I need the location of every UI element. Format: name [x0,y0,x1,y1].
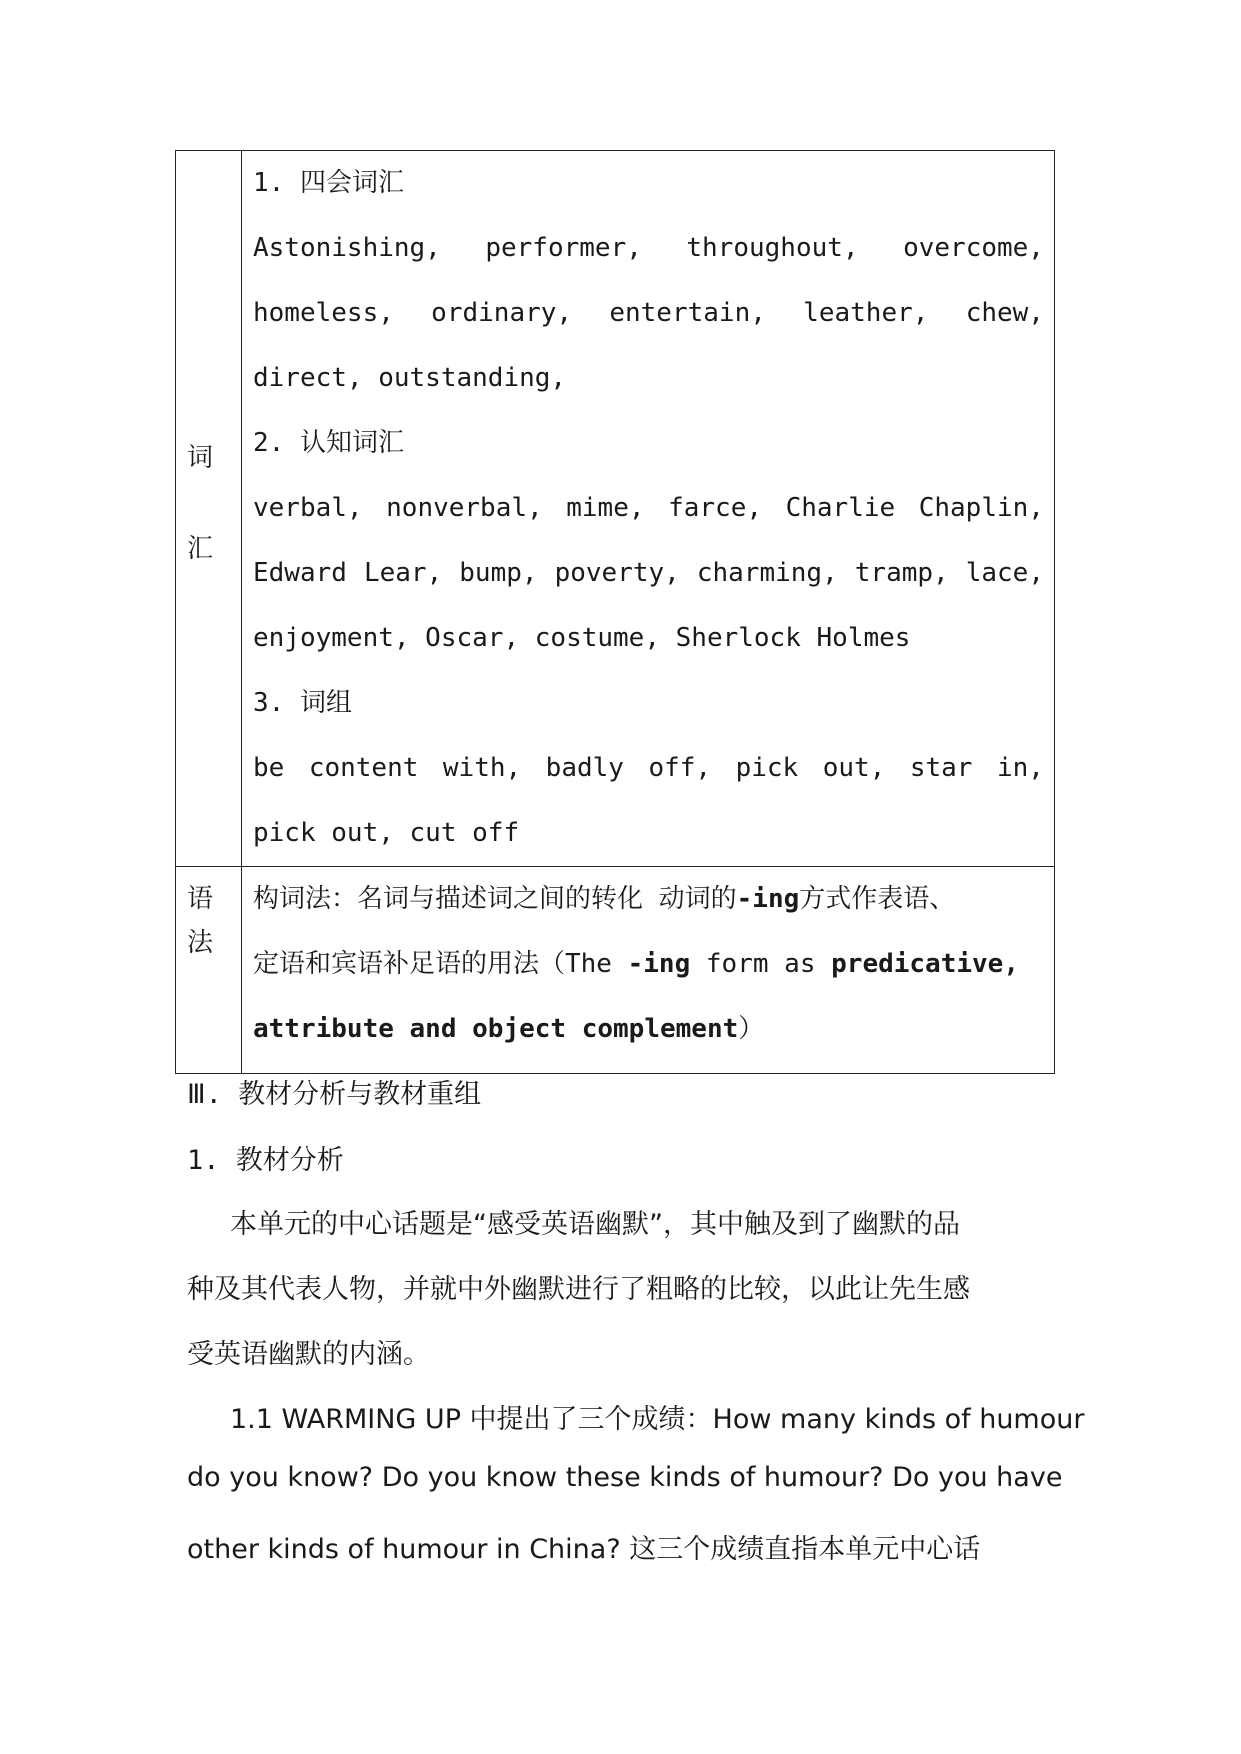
paragraph-line: other kinds of humour in China? 这三个成绩直指本单元中心话 [187,1534,981,1565]
vocab-line: pick out, cut off [253,818,520,848]
vocab-word: farce, [668,493,763,523]
vocab-heading-active: 1. 四会词汇 [253,168,404,198]
subsection-title: 1. 教材分析 [187,1145,344,1176]
vocab-word: in, [996,753,1044,783]
grammar-content-cell [242,867,1055,1074]
vocab-heading-phrases: 3. 词组 [253,688,352,718]
grammar-text: ） [738,1014,765,1044]
grammar-header-char: 法 [187,928,214,958]
grammar-text: form as [690,949,832,979]
vocab-word: badly [545,753,624,783]
vocab-word: with, [442,753,522,783]
vocab-word: entertain, [609,298,766,328]
vocab-line [253,216,1044,281]
vocab-line [253,281,1044,346]
vocab-word: homeless, [253,298,394,328]
vocab-heading-cognitive: 2. 认知词汇 [253,428,404,458]
vocab-word: nonverbal, [386,493,543,523]
grammar-text-bold: -ing [736,884,800,914]
grammar-header-cell [176,867,242,1074]
vocabulary-grammar-table [175,150,1055,1074]
vocab-word: charming, [696,558,838,588]
vocab-word: poverty, [554,558,680,588]
vocab-line: enjoyment, Oscar, costume, Sherlock Holmes [253,623,911,653]
vocab-word: Astonishing, [253,233,441,263]
grammar-line [253,997,1044,1062]
grammar-line [253,867,1044,932]
vocab-word: mime, [566,493,645,523]
vocab-word: content [308,753,419,783]
vocab-line [253,476,1044,541]
grammar-text-bold: attribute and object complement [253,1014,739,1044]
vocab-line [253,736,1044,801]
paragraph-line: 1.1 WARMING UP 中提出了三个成绩：How many kinds of humour [230,1404,1085,1435]
vocab-word: pick [735,753,799,783]
grammar-line [253,932,1044,997]
grammar-text: 定语和宾语补足语的用法（The [253,949,628,979]
vocab-word: Chaplin, [918,493,1044,523]
vocab-header-cell [176,151,242,867]
paragraph-line: 受英语幽默的内涵。 [187,1339,430,1370]
vocab-word: verbal, [253,493,363,523]
vocab-word: Lear, [363,558,443,588]
vocab-header-char: 词 [187,443,214,473]
paragraph-line: do you know? Do you know these kinds of humour? Do you have [187,1462,1063,1493]
vocab-word: off, [648,753,712,783]
grammar-text: 方式作表语、 [799,884,956,914]
section-title: Ⅲ. 教材分析与教材重组 [187,1079,482,1110]
vocab-word: tramp, [854,558,949,588]
vocab-word: be [253,753,285,783]
grammar-text-bold: predicative, [831,949,1019,979]
vocab-word: lace, [965,558,1044,588]
vocab-word: out, [822,753,886,783]
vocab-word: Edward [253,558,347,588]
grammar-header-char: 语 [187,884,214,914]
vocab-word: chew, [965,298,1044,328]
vocab-word: Charlie [785,493,896,523]
vocab-header-char: 汇 [187,534,214,564]
vocab-line: direct, outstanding, [253,363,567,393]
vocab-word: performer, [485,233,642,263]
vocab-word: bump, [459,558,538,588]
paragraph-line: 本单元的中心话题是“感受英语幽默”，其中触及到了幽默的品 [230,1209,960,1240]
vocab-word: overcome, [903,233,1044,263]
vocab-line [253,541,1044,606]
grammar-text: 构词法：名词与描述词之间的转化 动词的 [253,884,737,914]
vocab-word: leather, [803,298,929,328]
vocab-word: throughout, [686,233,859,263]
vocab-word: star [909,753,973,783]
vocab-content-cell [242,151,1055,867]
paragraph-line: 种及其代表人物，并就中外幽默进行了粗略的比较，以此让先生感 [187,1274,970,1305]
grammar-text-bold: -ing [627,949,691,979]
vocab-word: ordinary, [431,298,573,328]
